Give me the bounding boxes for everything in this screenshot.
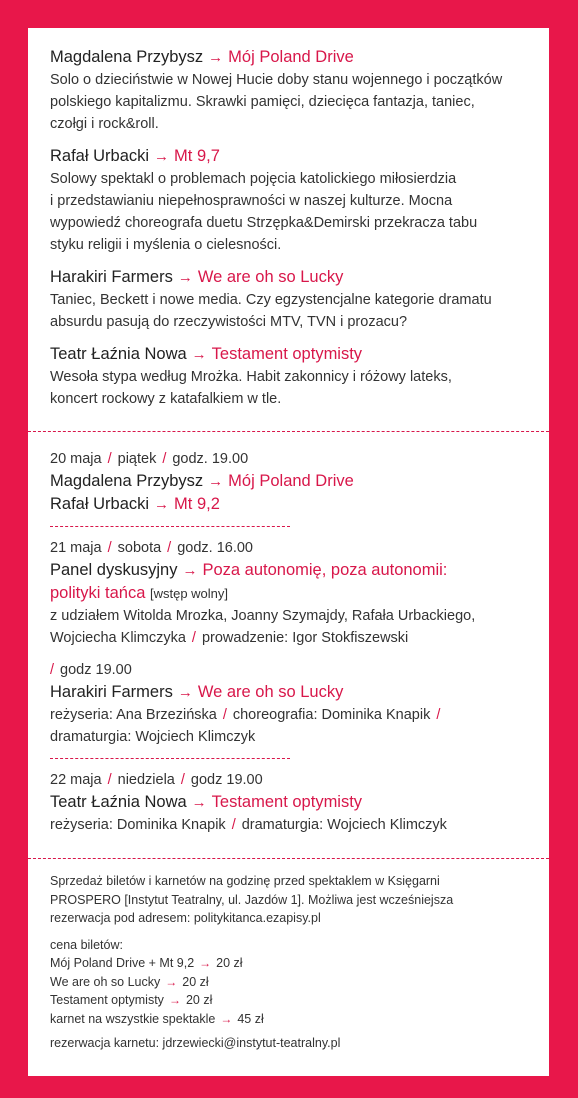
description-line: wypowiedź choreografa duetu Strzępka&Demirski przekracza tabu bbox=[50, 215, 478, 231]
credit: reżyseria: Dominika Knapik bbox=[50, 817, 226, 833]
description-line: koncert rockowy z katafalkiem w tle. bbox=[50, 391, 282, 407]
slash-separator: / bbox=[50, 662, 55, 678]
price-label: Mój Poland Drive + Mt 9,2 bbox=[50, 956, 195, 970]
artist-name: Rafał Urbacki bbox=[50, 147, 150, 165]
artist-name: Rafał Urbacki bbox=[50, 495, 150, 513]
day-block bbox=[50, 448, 527, 516]
price-label: karnet na wszystkie spektakle bbox=[50, 1011, 216, 1026]
show-title: Mt 9,7 bbox=[174, 147, 220, 165]
slash-separator: / bbox=[222, 707, 227, 723]
show-title: Mój Poland Drive bbox=[228, 48, 354, 66]
description-line: Solowy spektakl o problemach pojęcia katolickiego miłosierdzia bbox=[50, 171, 457, 187]
arrow-icon: → bbox=[154, 148, 170, 165]
credit: dramaturgia: Wojciech Klimczyk bbox=[241, 817, 447, 833]
price-label: Testament optymisty bbox=[50, 993, 164, 1007]
arrow-icon: → bbox=[154, 496, 170, 513]
arrow-icon: → bbox=[182, 562, 198, 579]
section-divider bbox=[28, 858, 549, 859]
description-line: Wesoła stypa według Mrożka. Habit zakonnicy i różowy lateks, bbox=[50, 369, 452, 385]
description-item bbox=[50, 266, 527, 333]
arrow-icon: → bbox=[177, 269, 193, 286]
description-item bbox=[50, 145, 527, 256]
arrow-icon: → bbox=[208, 49, 224, 66]
artist-name: Harakiri Farmers bbox=[50, 683, 173, 701]
day-divider bbox=[50, 526, 290, 527]
slash-separator: / bbox=[107, 772, 112, 788]
day-block bbox=[50, 537, 527, 748]
description-line: i przedstawianiu niepełnosprawności w naszej kulturze. Mocna bbox=[50, 193, 453, 209]
description-item bbox=[50, 343, 527, 410]
show-title: Testament optymisty bbox=[211, 345, 363, 363]
panel-moderator: prowadzenie: Igor Stokfiszewski bbox=[201, 630, 409, 646]
show-title: Mt 9,2 bbox=[174, 495, 220, 513]
price-label: We are oh so Lucky bbox=[50, 974, 161, 989]
artist-name: Teatr Łaźnia Nowa bbox=[50, 793, 187, 811]
artist-name: Teatr Łaźnia Nowa bbox=[50, 345, 187, 363]
artist-name: Magdalena Przybysz bbox=[50, 48, 204, 66]
slash-separator: / bbox=[191, 630, 196, 646]
slash-separator: / bbox=[231, 817, 236, 833]
credit: reżyseria: Ana Brzezińska bbox=[50, 707, 217, 723]
date: 21 maja bbox=[50, 540, 102, 556]
panel-title-cont: polityki tańca bbox=[50, 584, 146, 602]
artist-name: Harakiri Farmers bbox=[50, 268, 173, 286]
slash-separator: / bbox=[107, 540, 112, 556]
time: godz. 19.00 bbox=[172, 451, 249, 467]
description-line: Solo o dzieciństwie w Nowej Hucie doby stanu wojennego i początków bbox=[50, 72, 503, 88]
show-title: Testament optymisty bbox=[211, 793, 363, 811]
weekday: sobota bbox=[117, 540, 162, 556]
date: 20 maja bbox=[50, 451, 102, 467]
time: godz 19.00 bbox=[60, 662, 132, 678]
weekday: piątek bbox=[117, 451, 157, 467]
description-line: Taniec, Beckett i nowe media. Czy egzystencjalne kategorie dramatu bbox=[50, 292, 492, 308]
price-value: 20 zł bbox=[182, 974, 209, 989]
description-line: czołgi i rock&roll. bbox=[50, 116, 159, 132]
show-title: We are oh so Lucky bbox=[197, 268, 344, 286]
description-line: styku religii i myślenia o cielesności. bbox=[50, 237, 282, 253]
info-line: PROSPERO [Instytut Teatralny, ul. Jazdów 1]. Możliwa jest wcześniejsza bbox=[50, 892, 454, 907]
panel-title: Poza autonomię, poza autonomii: bbox=[202, 561, 448, 579]
price-value: 45 zł bbox=[237, 1011, 264, 1026]
arrow-icon: → bbox=[191, 346, 207, 363]
arrow-icon: → bbox=[165, 974, 178, 989]
panel-note: [wstęp wolny] bbox=[149, 586, 229, 601]
time: godz 19.00 bbox=[190, 772, 263, 788]
prices-heading: cena biletów: bbox=[50, 937, 123, 952]
arrow-icon: → bbox=[191, 794, 207, 811]
info-line: rezerwacja pod adresem: politykitanca.ezapisy.pl bbox=[50, 911, 321, 925]
info-section bbox=[28, 872, 549, 1053]
slash-separator: / bbox=[162, 451, 167, 467]
arrow-icon: → bbox=[199, 956, 212, 970]
slash-separator: / bbox=[180, 772, 185, 788]
credit: choreografia: Dominika Knapik bbox=[232, 707, 431, 723]
time: godz. 16.00 bbox=[177, 540, 253, 556]
price-value: 20 zł bbox=[216, 956, 243, 970]
day-divider bbox=[50, 758, 290, 759]
panel-participants: z udziałem Witolda Mrozka, Joanny Szymajdy, Rafała Urbackiego, bbox=[50, 608, 476, 624]
credit: dramaturgia: Wojciech Klimczyk bbox=[50, 729, 256, 745]
program-sheet bbox=[28, 28, 549, 1076]
artist-name: Magdalena Przybysz bbox=[50, 472, 204, 490]
arrow-icon: → bbox=[208, 473, 224, 490]
weekday: niedziela bbox=[117, 772, 175, 788]
schedule-section bbox=[28, 448, 549, 836]
slash-separator: / bbox=[167, 540, 172, 556]
description-line: absurdu pasują do rzeczywistości MTV, TVN i prozacu? bbox=[50, 314, 408, 330]
price-value: 20 zł bbox=[185, 993, 213, 1007]
show-title: We are oh so Lucky bbox=[197, 683, 344, 701]
description-item bbox=[50, 46, 527, 135]
arrow-icon: → bbox=[220, 1011, 233, 1026]
arrow-icon: → bbox=[177, 684, 193, 701]
descriptions-section bbox=[28, 46, 549, 420]
panel-label: Panel dyskusyjny bbox=[50, 561, 178, 579]
slash-separator: / bbox=[436, 707, 441, 723]
day-block bbox=[50, 769, 527, 836]
show-title: Mój Poland Drive bbox=[228, 472, 354, 490]
slash-separator: / bbox=[107, 451, 112, 467]
section-divider bbox=[28, 431, 549, 432]
description-line: polskiego kapitalizmu. Skrawki pamięci, dziecięca fantazja, taniec, bbox=[50, 94, 475, 110]
arrow-icon: → bbox=[168, 993, 181, 1007]
info-line: Sprzedaż biletów i karnetów na godzinę przed spektaklem w Księgarni bbox=[50, 874, 440, 888]
date: 22 maja bbox=[50, 772, 102, 788]
panel-participants-cont: Wojciecha Klimczyka bbox=[50, 630, 186, 646]
reservation-contact: rezerwacja karnetu: jdrzewiecki@instytut-teatralny.pl bbox=[50, 1036, 341, 1050]
